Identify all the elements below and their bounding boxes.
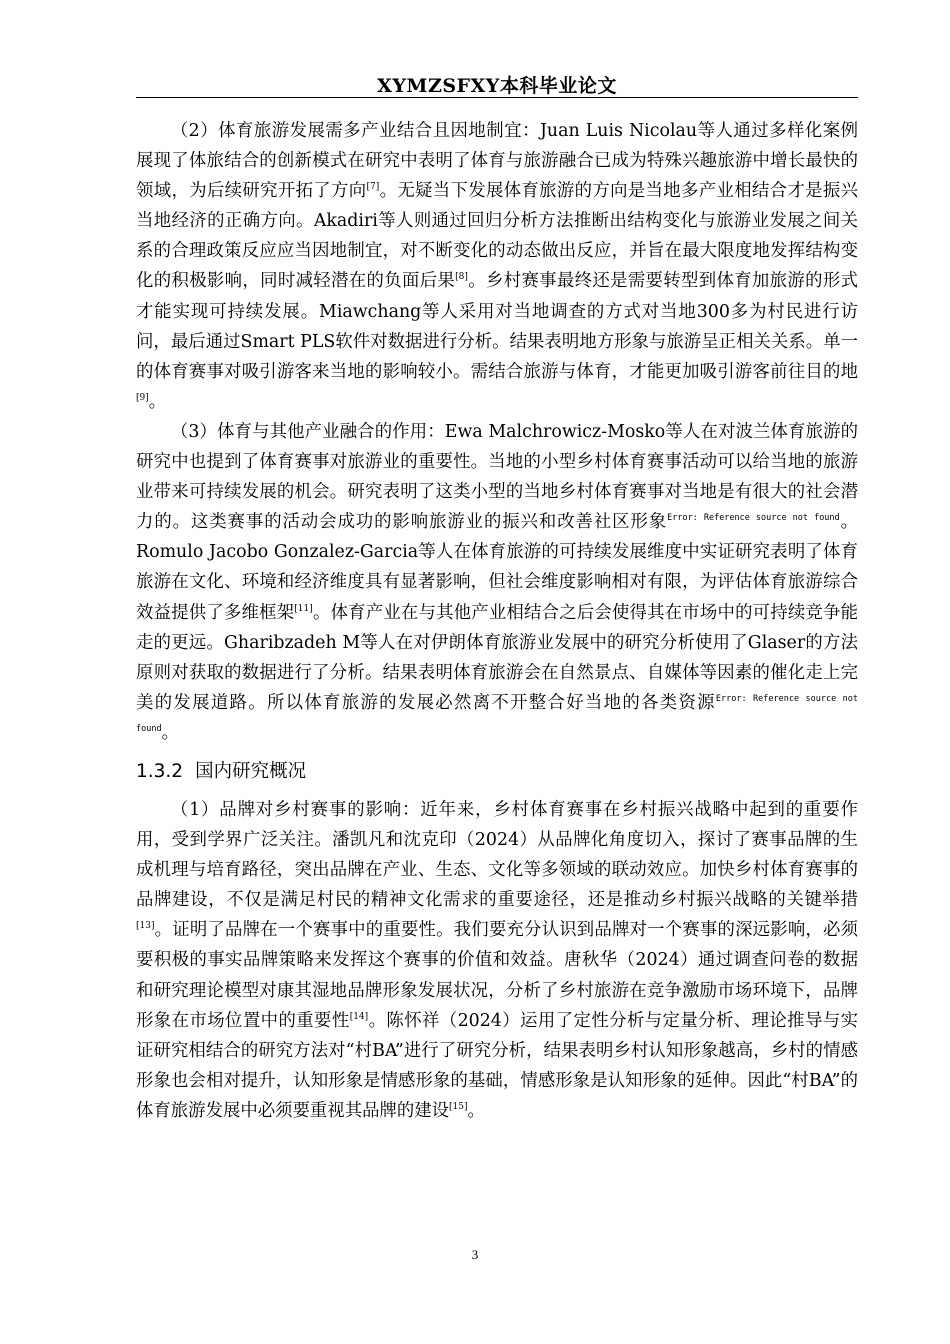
citation-ref[interactable]: [15] <box>449 1101 468 1112</box>
reference-error: Error: Reference source not found <box>667 513 840 524</box>
paragraph-text: 。乡村赛事最终还是需要转型到体育加旅游的形式才能实现可持续发展。Miawchang等人采用对当地调查的方式对当地300多为村民进行访问，最后通过Smart PLS软件对数据进行分析。结果表明地方形象与旅游呈正相关关系。单一的体育赛事对吸引游客来当地的影响较小。需结合旅游与体育，才能更加吸引游客前往目的地 <box>136 271 858 382</box>
paragraph-text: （2）体育旅游发展需多产业结合且因地制宜：Juan Luis Nicolau等人通过多样化案例展现了体旅结合的创新模式在研究中表明了体育与旅游融合已成为特殊兴趣旅游中增长最快的领域，为后续研究开拓了方向 <box>136 121 858 202</box>
paragraph-text: 。 <box>161 722 179 743</box>
paragraph-text: （3）体育与其他产业融合的作用：Ewa Malchrowicz-Mosko等人在对波兰体育旅游的研究中也提到了体育赛事对旅游业的重要性。当地的小型乡村体育赛事活动可以给当地的旅游业带来可持续发展的机会。研究表明了这类小型的当地乡村体育赛事对当地是有很大的社会潜力的。这类赛事的活动会成功的影响旅游业的振兴和改善社区形象 <box>136 421 858 533</box>
section-heading <box>136 755 858 789</box>
paragraph-text: 。证明了品牌在一个赛事中的重要性。我们要充分认识到品牌对一个赛事的深远影响，必须要积极的事实品牌策略来发挥这个赛事的价值和效益。唐秋华（2024）通过调查问卷的数据和研究理论模型对康其湿地品牌形象发展状况，分析了乡村旅游在竞争激励市场环境下，品牌形象在市场位置中的重要性 <box>136 920 858 1031</box>
paragraph-text: 。 <box>467 1100 485 1121</box>
citation-ref[interactable]: [11] <box>294 603 313 614</box>
paragraph-brand-influence <box>136 795 858 1126</box>
citation-ref[interactable]: [8] <box>455 272 468 283</box>
header-rule <box>136 97 858 98</box>
paragraph-text: 。 <box>148 391 167 412</box>
citation-ref[interactable]: [13] <box>136 921 155 932</box>
paragraph-text: （1）品牌对乡村赛事的影响：近年来，乡村体育赛事在乡村振兴战略中起到的重要作用，受到学界广泛关注。潘凯凡和沈克印（2024）从品牌化角度切入，探讨了赛事品牌的生成机理与培育路径，突出品牌在产业、生态、文化等多领域的联动效应。加快乡村体育赛事的品牌建设，不仅是满足村民的精神文化需求的重要途径，还是推动乡村振兴战略的关键举措 <box>136 799 858 911</box>
page-number: 3 <box>471 1247 479 1262</box>
paragraph-text: 。Romulo Jacobo Gonzalez-Garcia等人在体育旅游的可持续发展维度中实证研究表明了体育旅游在文化、环境和经济维度具有显著影响，但社会维度影响相对有限，为评估体育旅游综合效益提供了多维框架 <box>136 512 858 623</box>
citation-ref[interactable]: [9] <box>136 392 149 403</box>
section-number: 1.3.2 <box>136 760 184 782</box>
citation-ref[interactable]: [14] <box>349 1011 369 1022</box>
paragraph-industry-integration <box>136 417 858 748</box>
section-title: 国内研究概况 <box>195 760 307 782</box>
running-header: XYMZSFXY本科毕业论文 <box>377 75 617 97</box>
paragraph-text: 。陈怀祥（2024）运用了定性分析与定量分析、理论推导与实证研究相结合的研究方法对“村BA”进行了研究分析，结果表明乡村认知形象越高，乡村的情感形象也会相对提升，认知形象是情感形象的基础，情感形象是认知形象的延伸。因此“村BA”的体育旅游发展中必须要重视其品牌的建设 <box>136 1010 858 1121</box>
body-text <box>136 116 858 1126</box>
paragraph-sport-tourism-integration <box>136 116 858 417</box>
paragraph-text: 。体育产业在与其他产业相结合之后会使得其在市场中的可持续竞争能走的更远。Gharibzadeh M等人在对伊朗体育旅游业发展中的研究分析使用了Glaser的方法原则对获取的数据进行了分析。结果表明体育旅游会在自然景点、自媒体等因素的催化走上完美的发展道路。所以体育旅游的发展必然离不开整合好当地的各类资源 <box>136 602 858 713</box>
paragraph-text: 。无疑当下发展体育旅游的方向是当地多产业相结合才是振兴当地经济的正确方向。Akadiri等人则通过回归分析方法推断出结构变化与旅游业发展之间关系的合理政策反应应当因地制宜，对不断变化的动态做出反应，并旨在最大限度地发挥结构变化的积极影响，同时减轻潜在的负面后果 <box>136 181 858 292</box>
reference-error: Error: Reference source not found <box>136 693 858 734</box>
citation-ref[interactable]: [7] <box>366 182 380 193</box>
